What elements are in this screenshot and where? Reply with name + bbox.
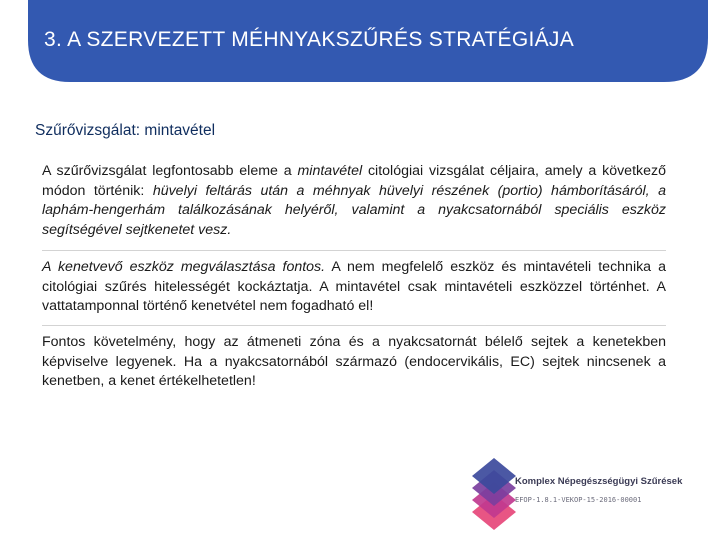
- program-logo-title: Komplex Népegészségügyi Szűrések: [515, 476, 683, 487]
- program-logo-icon: [454, 454, 534, 534]
- italic-text: valamint a nyakcsatornából speciális eszköz segítségével sejtkenetet vesz.: [42, 202, 666, 238]
- text-segment: A nem megfelelő eszköz és mintavételi technika a citológiai szűrés hitelességét kockáztatja. A mintavétel csak mintavételi eszközzel történhet. A vattatamponnal történő kenetvétel nem fogadható el!: [42, 259, 666, 314]
- section-subtitle: Szűrővizsgálat: mintavétel: [35, 122, 216, 139]
- text-segment: A szűrővizsgálat legfontosabb eleme a: [42, 163, 298, 179]
- paragraph-requirement: [42, 333, 666, 392]
- italic-text: mintavétel: [297, 163, 363, 179]
- paragraph-divider: [42, 250, 666, 251]
- text-segment: citológiai vizsgálat céljaira, amely a következő módon történik:: [42, 163, 666, 199]
- text-segment: Fontos követelmény, hogy az átmeneti zóna és a nyakcsatornát bélelő sejtek a kenetekben képviselve legyenek. Ha a nyakcsatornából származó (endocervikális, EC) sejtek nincsenek a kenetben, a kenet értékelhetetlen!: [42, 334, 666, 389]
- paragraph-divider: [42, 325, 666, 326]
- program-logo-code: EFOP-1.8.1-VEKOP-15-2016-00001: [515, 496, 642, 504]
- italic-text: A kenetvevő eszköz megválasztása fontos.: [42, 259, 326, 275]
- paragraph-sampling-tool: [42, 258, 666, 317]
- paragraph-sampling: [42, 162, 666, 240]
- italic-text: hüvelyi feltárás után a méhnyak hüvelyi részének (portio) hámborításáról, a laphám-hengerhám találkozásának helyéről,: [42, 182, 666, 218]
- page-title: 3. A SZERVEZETT MÉHNYAKSZŰRÉS STRATÉGIÁJA: [44, 28, 575, 51]
- text-segment: [338, 202, 351, 218]
- title-banner: [0, 0, 720, 82]
